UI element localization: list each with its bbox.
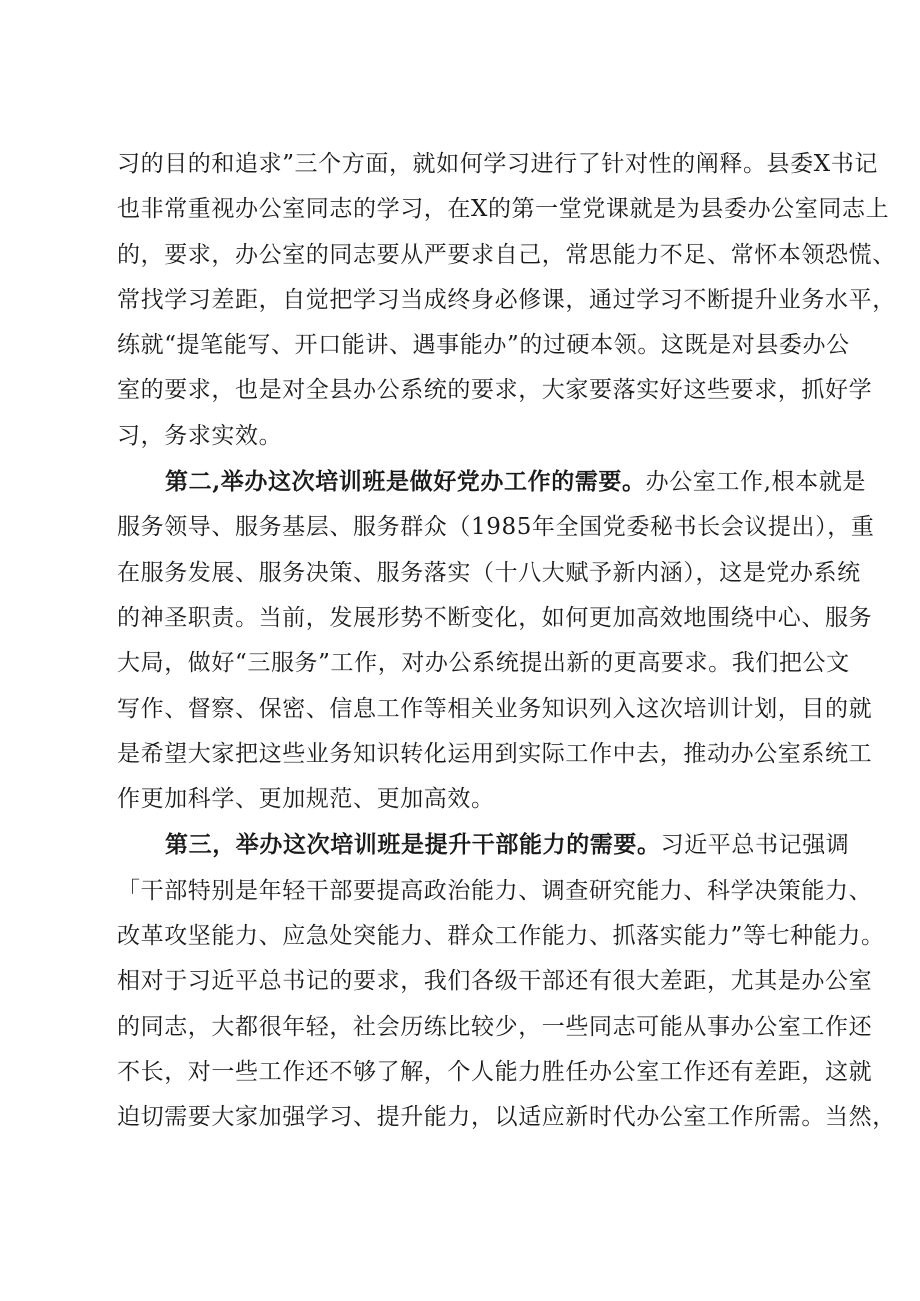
text-line bbox=[117, 914, 885, 959]
body-text: 办公室工作,根本就是 bbox=[645, 469, 866, 496]
body-text: 改革攻坚能力、应急处突能力、群众工作能力、抓落实能力”等七种能力。 bbox=[117, 923, 885, 950]
body-text: 是希望大家把这些业务知识转化运用到实际工作中去，推动办公室系统工 bbox=[117, 740, 873, 767]
text-line bbox=[117, 596, 873, 641]
body-text: 服务领导、服务基层、服务群众（1985年全国党委秘书长会议提出），重 bbox=[117, 514, 875, 541]
text-line bbox=[117, 687, 873, 732]
text-line bbox=[117, 142, 878, 187]
text-line bbox=[117, 641, 850, 686]
text-line bbox=[117, 323, 850, 368]
text-line bbox=[117, 505, 875, 550]
text-line bbox=[117, 459, 866, 505]
body-text: 习的目的和追求”三个方面，就如何学习进行了针对性的阐释。县委X书记 bbox=[117, 151, 878, 177]
body-text: 「干部特别是年轻干部要提高政治能力、调查研究能力、科学决策能力、 bbox=[117, 877, 873, 904]
body-text: 相对于习近平总书记的要求，我们各级干部还有很大差距，尤其是办公室 bbox=[117, 968, 873, 995]
text-line bbox=[117, 1050, 873, 1095]
text-line bbox=[117, 368, 873, 413]
body-text: 的，要求，办公室的同志要从严要求自己，常思能力不足、常怀本领恐慌、 bbox=[117, 241, 896, 268]
body-text: 大局，做好“三服务”工作，对办公系统提出新的更高要求。我们把公文 bbox=[117, 650, 850, 677]
body-text: 常找学习差距，自觉把学习当成终身必修课，通过学习不断提升业务水平， bbox=[117, 286, 896, 313]
text-line bbox=[117, 777, 827, 822]
text-line bbox=[117, 1005, 873, 1050]
text-line bbox=[117, 959, 873, 1004]
document-body bbox=[117, 142, 896, 1141]
body-text: 室的要求，也是对全县办公系统的要求，大家要落实好这些要求，抓好学 bbox=[117, 377, 873, 404]
body-text: 习，务求实效。 bbox=[117, 422, 283, 449]
paragraph bbox=[117, 459, 875, 822]
body-text: 写作、督察、保密、信息工作等相关业务知识列入这次培训计划，目的就 bbox=[117, 695, 873, 722]
body-text: 的同志，大都很年轻，社会历练比较少，一些同志可能从事办公室工作还 bbox=[117, 1013, 873, 1040]
body-text: 作更加科学、更加规范、更加高效。 bbox=[117, 786, 495, 813]
text-line bbox=[117, 1095, 896, 1140]
text-line bbox=[117, 187, 890, 232]
text-line bbox=[117, 233, 896, 278]
heading-text: 第二,举办这次培训班是做好党办工作的需要。 bbox=[165, 468, 646, 496]
text-line bbox=[117, 732, 873, 777]
heading-text: 第三，举办这次培训班是提升干部能力的需要。 bbox=[165, 831, 661, 859]
text-line bbox=[117, 414, 827, 459]
text-line bbox=[117, 822, 850, 868]
body-text: 的神圣职责。当前，发展形势不断变化，如何更加高效地围绕中心、服务 bbox=[117, 604, 873, 631]
body-text: 迫切需要大家加强学习、提升能力，以适应新时代办公室工作所需。当然， bbox=[117, 1104, 896, 1131]
text-line bbox=[117, 278, 896, 323]
body-text: 在服务发展、服务决策、服务落实（十八大赋予新内涵），这是党办系统 bbox=[117, 559, 861, 586]
body-text: 习近平总书记强调 bbox=[660, 832, 850, 859]
body-text: 练就“提笔能写、开口能讲、遇事能办”的过硬本领。这既是对县委办公 bbox=[117, 332, 850, 359]
paragraph bbox=[117, 142, 896, 459]
body-text: 不长，对一些工作还不够了解，个人能力胜任办公室工作还有差距，这就 bbox=[117, 1058, 873, 1085]
body-text: 也非常重视办公室同志的学习，在X的第一堂党课就是为县委办公室同志上 bbox=[117, 196, 890, 223]
text-line bbox=[117, 551, 861, 596]
paragraph bbox=[117, 822, 896, 1140]
text-line bbox=[117, 869, 873, 914]
